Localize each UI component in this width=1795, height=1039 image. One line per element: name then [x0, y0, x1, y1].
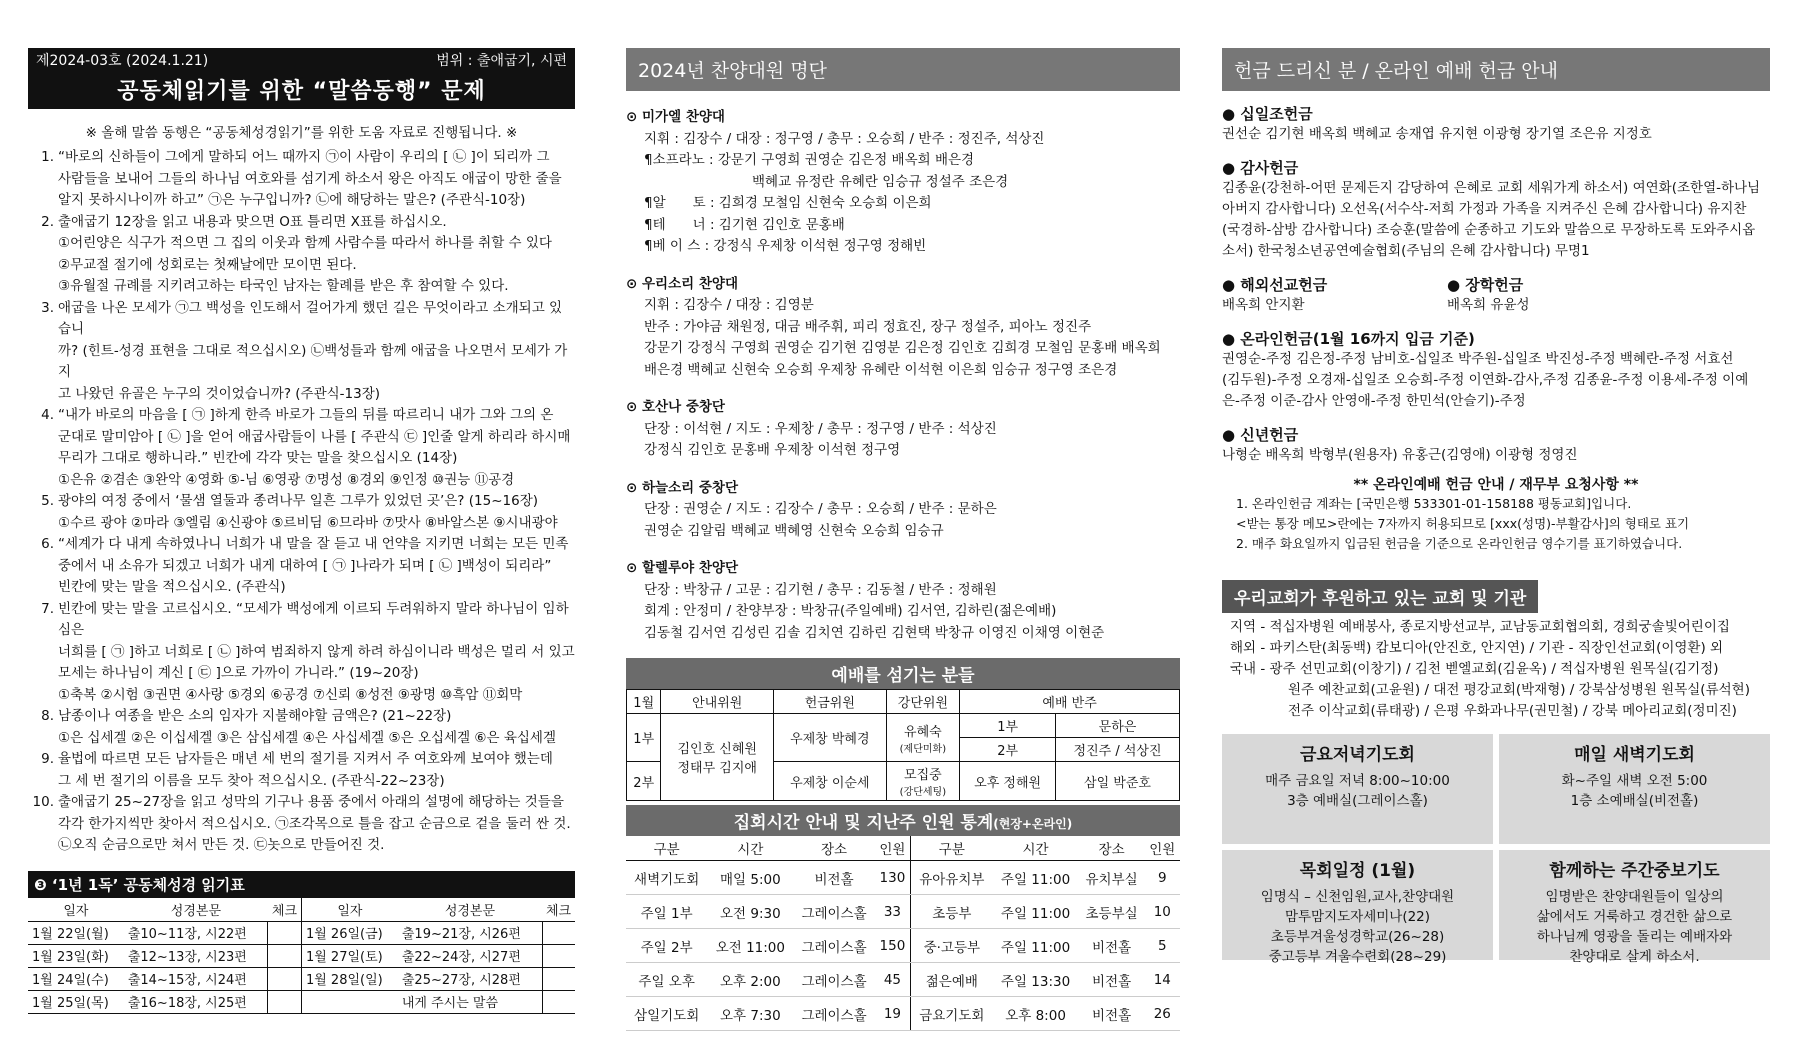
col-date: 일자	[28, 898, 124, 922]
box-line: 중고등부 겨울수련회(28~29)	[1268, 949, 1447, 965]
question-text	[58, 491, 575, 534]
stats-cell: 오전 9:30	[707, 895, 793, 929]
choir-name: ⊙ 호산나 중창단	[626, 399, 725, 415]
stats-cell: 주일 2부	[626, 929, 707, 963]
reading-cell: 1월 27일(토)	[301, 944, 397, 967]
question-line: ②무교절 절기에 성회로는 첫째날에만 모이면 된다.	[58, 256, 357, 273]
reading-cell	[268, 944, 301, 967]
stats-cell: 그레이스홀	[793, 997, 874, 1031]
table-row	[28, 921, 575, 944]
table-row	[626, 861, 1180, 895]
w-r2-label: 2부	[627, 762, 661, 801]
question-line: ①축복 ②시험 ③권면 ④사랑 ⑤경외 ⑥공경 ⑦신뢰 ⑧성전 ⑨광명 ⑩흑암 ⑪회막	[58, 686, 523, 703]
w-offer-2: 우제창 이순세	[774, 762, 887, 801]
choir-line: ¶테 너 : 김기현 김인호 문홍배	[644, 216, 845, 233]
table-row	[626, 895, 1180, 929]
question-line: 알지 못하시나이까 하고” ㉠은 누구입니까? ㉡에 해당하는 말은? (주관식-10장)	[58, 192, 526, 208]
box-line: 찬양대로 살게 하소서.	[1569, 949, 1700, 965]
question-line: “세계가 다 내게 속하였나니 너희가 내 말을 잘 듣고 내 언약을 지키면 너희는 모든 민족	[58, 536, 569, 552]
stats-table	[626, 836, 1180, 1031]
stats-cell: 유치부실	[1079, 861, 1145, 895]
worship-table	[626, 689, 1180, 801]
reading-cell: 1월 22일(월)	[28, 921, 124, 944]
reading-cell: 내게 주시는 말씀	[398, 990, 542, 1013]
w-altar-1: 유혜숙 (제단미화)	[886, 714, 960, 762]
w-p2v: 정진주 / 석상진	[1056, 738, 1180, 762]
col-date-2: 일자	[301, 898, 397, 922]
choir-column	[626, 48, 1180, 1031]
table-row	[28, 990, 575, 1013]
question-line: ①은 십세겔 ②은 이십세겔 ③은 삼십세겔 ④은 사십세겔 ⑤은 오십세겔 ⑥은 육십세겔	[58, 729, 557, 746]
question-line: 그 세 번 절기의 이름을 모두 찾아 적으십시오. (주관식-22~23장)	[58, 772, 445, 789]
box-line: 화~주일 새벽 오전 5:00	[1561, 773, 1708, 789]
worship-title: 예배를 섬기는 분들	[626, 658, 1180, 689]
choir-name: ⊙ 미가엘 찬양대	[626, 109, 725, 125]
question-text	[58, 147, 575, 212]
question-line: 까? (힌트-성경 표현을 그대로 적으십시오) ㉡백성들과 함께 애굽을 나오면서 모세가 가지	[58, 342, 568, 380]
box-line: 하나님께 영광을 돌리는 예배자와	[1536, 929, 1733, 945]
offering-title: 헌금 드리신 분 / 온라인 예배 헌금 안내	[1222, 48, 1770, 91]
stats-cell: 주일 11:00	[993, 895, 1079, 929]
text-line: 해외 - 파키스탄(최동백) 캄보디아(안진호, 안지연) / 기관 - 직장인선교회(이영환) 외	[1230, 640, 1724, 656]
reading-cell: 출19~21장, 시26편	[398, 921, 542, 944]
table-row	[626, 963, 1180, 997]
question-number: 5.	[41, 493, 54, 509]
text-line: 소서) 한국청소년공연예술협회(주님의 은혜 감사합니다) 무명1	[1222, 243, 1590, 259]
choir-list	[626, 107, 1180, 644]
choir-line: 반주 : 가야금 채원정, 대금 배주휘, 피리 정효진, 장구 정설주, 피아노 정진주	[644, 318, 1092, 335]
question-text	[58, 792, 575, 857]
text-line: 은-주정 이준-감사 안영애-주정 한민석(안슬기)-주정	[1222, 393, 1526, 409]
online-info	[1222, 494, 1770, 554]
question-number: 2.	[41, 213, 54, 230]
reading-cell	[268, 967, 301, 990]
quiz-column	[28, 48, 575, 1014]
worship-section	[626, 658, 1180, 801]
w-h-offer: 헌금위원	[774, 690, 887, 714]
question-line: 율법에 따르면 모든 남자들은 매년 세 번의 절기를 지켜서 주 여호와께 보여야 했는데	[58, 751, 553, 767]
question-line: “바로의 신하들이 그에게 말하되 어느 때까지 ㉠이 사람이 우리의 [ ㉡ ]이 되리까 그	[58, 149, 550, 165]
box-line: 임명받은 찬양대원들이 일상의	[1545, 889, 1724, 905]
question-text	[58, 749, 575, 792]
choir-group	[626, 107, 1180, 258]
stats-title: 집회시간 안내 및 지난주 인원 통계(현장+온라인)	[626, 805, 1180, 836]
box-line: 초등부겨울성경학교(26~28)	[1270, 929, 1445, 945]
question-number: 6.	[41, 536, 54, 552]
choir-line: 백혜교 유정란 유혜란 임승규 정설주 조은경	[752, 173, 1009, 190]
w-h-guide: 안내위원	[661, 690, 774, 714]
question-line: 애굽을 나온 모세가 ㉠그 백성을 인도해서 걸어가게 했던 길은 무엇이라고 소개되고 있습니	[58, 299, 563, 337]
stats-cell: 그레이스홀	[793, 929, 874, 963]
info-box	[1222, 734, 1493, 844]
question-number: 1.	[41, 149, 54, 165]
scholar-names: 배옥희 유윤성	[1447, 297, 1530, 313]
question-text	[58, 534, 575, 599]
text-line: 국내 - 광주 선민교회(이창기) / 김천 벧엘교회(김윤옥) / 적십자병원 원목실(김기정)	[1230, 661, 1719, 677]
question-item	[28, 147, 575, 212]
question-line: 중에서 내 소유가 되겠고 너희가 내게 대하여 [ ㉠ ]나라가 되며 [ ㉡ ]백성이 되리라”	[58, 557, 552, 574]
stats-cell: 주일 13:30	[993, 963, 1079, 997]
choir-line: ¶베 이 스 : 강정식 우제창 이석현 정구영 정해빈	[644, 238, 927, 254]
question-line: ①수르 광야 ②마라 ③엘림 ④신광야 ⑤르비딤 ⑥므라바 ⑦맛사 ⑧바알스본 ⑨시내광야	[58, 514, 558, 531]
question-line: “내가 바로의 마음을 [ ㉠ ]하게 한즉 바로가 그들의 뒤를 따르리니 내가 그와 그의 온	[58, 407, 554, 423]
reading-cell: 1월 25일(목)	[28, 990, 124, 1013]
question-line: 광야의 여정 중에서 ‘물샘 열둘과 종려나무 일흔 그루가 있었던 곳’은? (15~16장)	[58, 493, 539, 509]
table-row	[28, 944, 575, 967]
stats-cell: 14	[1145, 963, 1180, 997]
w-p2: 2부	[960, 738, 1056, 762]
reading-cell: 1월 23일(화)	[28, 944, 124, 967]
stats-header: 시간	[993, 836, 1079, 861]
stats-cell: 150	[875, 929, 911, 963]
w-altar-2: 모집중 (강단세팅)	[886, 762, 960, 801]
info-boxes	[1222, 734, 1770, 965]
stats-cell: 주일 11:00	[993, 929, 1079, 963]
newyear-heading: ● 신년헌금	[1222, 426, 1299, 444]
issue-number: 제2024-03호 (2024.1.21)	[36, 53, 209, 69]
stats-cell: 매일 5:00	[707, 861, 793, 895]
reading-cell	[542, 921, 575, 944]
stats-cell: 오후 8:00	[993, 997, 1079, 1031]
question-number: 7.	[41, 600, 54, 617]
thanks-names	[1222, 178, 1770, 262]
box-title: 목회일정 (1월)	[1299, 861, 1416, 881]
support-section	[1222, 580, 1770, 722]
question-number: 10.	[32, 794, 54, 810]
box-title: 매일 새벽기도회	[1574, 745, 1695, 765]
reading-cell	[542, 990, 575, 1013]
stats-cell: 오후 7:30	[707, 997, 793, 1031]
choir-title: 2024년 찬양대원 명단	[626, 48, 1180, 91]
col-check-2: 체크	[542, 898, 575, 922]
question-line: ③유월절 규례를 지키려고하는 타국인 남자는 할례를 받은 후 참여할 수 있다.	[58, 278, 509, 294]
w-offer-1: 우제창 박혜경	[774, 714, 887, 762]
stats-cell: 삼일기도회	[626, 997, 707, 1031]
question-line: 출애굽기 25~27장을 읽고 성막의 기구나 용품 중에서 아래의 설명에 해당하는 것들을	[58, 794, 564, 810]
choir-line: 단장 : 이석현 / 지도 : 우제창 / 총무 : 정구영 / 반주 : 석상진	[644, 420, 997, 437]
choir-name: ⊙ 하늘소리 중창단	[626, 479, 738, 496]
reading-cell	[268, 921, 301, 944]
question-item	[28, 534, 575, 599]
question-text	[58, 405, 575, 491]
stats-cell: 26	[1145, 997, 1180, 1031]
page-title: 공동체읽기를 위한 “말씀동행” 문제	[117, 79, 486, 104]
question-line: 빈칸에 맞는 말을 적으십시오. (주관식)	[58, 579, 286, 595]
info-box	[1222, 850, 1493, 965]
stats-cell: 오후 2:00	[707, 963, 793, 997]
thanks-heading: ● 감사헌금	[1222, 159, 1299, 177]
question-item	[28, 749, 575, 792]
choir-line: 강정식 김인호 문홍배 우제창 이석현 정구영	[644, 442, 901, 458]
question-line: 빈칸에 맞는 말을 고르십시오. “모세가 백성에게 이르되 두려워하지 말라 하나님이 임하심은	[58, 600, 569, 638]
newyear-names: 나형순 배옥희 박형부(원용자) 유홍근(김영애) 이광형 정영진	[1222, 447, 1578, 463]
text-line: (국경하-삼방 감사합니다) 조승훈(말씀에 순종하고 기도와 말씀으로 무장하도록 도와주시옵	[1222, 222, 1756, 238]
choir-line: 단장 : 박창규 / 고문 : 김기현 / 총무 : 김동철 / 반주 : 정해원	[644, 581, 997, 598]
choir-group	[626, 478, 1180, 543]
stats-cell: 새벽기도회	[626, 861, 707, 895]
reading-table	[28, 898, 575, 1014]
text-line: 전주 이삭교회(류태광) / 은평 우화과나무(권민철) / 강북 메아리교회(정미진)	[1288, 703, 1737, 719]
question-line: 너희를 [ ㉠ ]하고 너희로 [ ㉡ ]하여 범죄하지 않게 하려 하심이니라 백성은 멀리 서 있고	[58, 643, 575, 660]
question-item	[28, 405, 575, 491]
stats-cell: 비전홀	[1079, 963, 1145, 997]
choir-line: 회계 : 안정미 / 찬양부장 : 박창규(주일예배) 김서연, 김하린(젊은예배)	[644, 603, 1057, 619]
stats-cell: 젊은예배	[911, 963, 993, 997]
choir-line: 지휘 : 김장수 / 대장 : 김영분	[644, 297, 814, 313]
stats-cell: 5	[1145, 929, 1180, 963]
stats-cell: 중·고등부	[911, 929, 993, 963]
table-row	[28, 967, 575, 990]
stats-cell: 그레이스홀	[793, 963, 874, 997]
stats-cell: 45	[875, 963, 911, 997]
question-line: 군대로 말미암아 [ ㉡ ]을 얻어 애굽사람들이 나를 [ 주관식 ㉢ ]인줄 알게 하리라 하시매	[58, 428, 571, 445]
reading-cell: 출25~27장, 시28편	[398, 967, 542, 990]
stats-cell: 유아유치부	[911, 861, 993, 895]
choir-line: 지휘 : 김장수 / 대장 : 정구영 / 총무 : 오승희 / 반주 : 정진주, 석상진	[644, 130, 1045, 147]
stats-cell: 금요기도회	[911, 997, 993, 1031]
text-line: 지역 - 적십자병원 예배봉사, 종로지방선교부, 교남동교회협의회, 경희궁솔빛어린이집	[1230, 619, 1730, 635]
question-item	[28, 706, 575, 749]
question-text	[58, 212, 575, 298]
question-line: 고 나왔던 유골은 누구의 것이었습니까? (주관식-13장)	[58, 385, 381, 402]
choir-group	[626, 558, 1180, 644]
question-item	[28, 212, 575, 298]
offering-column	[1222, 48, 1770, 965]
question-line: ㉡오직 순금으로만 쳐서 만든 것. ㉢놋으로 만들어진 것.	[58, 837, 385, 853]
stats-cell: 비전홀	[1079, 997, 1145, 1031]
reading-cell: 1월 26일(금)	[301, 921, 397, 944]
choir-line: ¶소프라노 : 강문기 구영희 권영순 김은정 배옥희 배은경	[644, 152, 975, 168]
reading-cell	[268, 990, 301, 1013]
text-line: (김두원)-주정 오경재-십일조 오승희-주정 이연화-감사,주정 김종윤-주정 이용세-주정 이예	[1222, 372, 1749, 388]
w-h-altar: 강단위원	[886, 690, 960, 714]
box-line: 매주 금요일 저녁 8:00~10:00	[1265, 773, 1450, 789]
text-line: 권영순-주정 김은정-주정 남비호-십일조 박주원-십일조 박진성-주정 백혜란-주정 서효선	[1222, 351, 1734, 367]
question-line: 출애굽기 12장을 읽고 내용과 맞으면 O표 틀리면 X표를 하십시오.	[58, 213, 447, 230]
choir-line: 단장 : 권영순 / 지도 : 김장수 / 총무 : 오승희 / 반주 : 문하은	[644, 501, 997, 517]
reading-cell	[542, 967, 575, 990]
info-box	[1499, 850, 1770, 965]
stats-header: 구분	[626, 836, 707, 861]
intro-note: ※ 올해 말씀 동행은 “공동체성경읽기”를 위한 도움 자료로 진행됩니다. ※	[85, 125, 518, 141]
table-row	[626, 997, 1180, 1031]
box-line: 3층 예배실(그레이스홀)	[1287, 793, 1428, 809]
stats-cell: 주일 1부	[626, 895, 707, 929]
stats-cell: 주일 오후	[626, 963, 707, 997]
w-p1v: 문하은	[1056, 714, 1180, 738]
choir-name: ⊙ 우리소리 찬양대	[626, 275, 738, 292]
scholar-heading: ● 장학헌금	[1447, 276, 1524, 294]
text-line: 2. 매주 화요일까지 입금된 헌금을 기준으로 온라인헌금 영수기를 표기하였습니다.	[1236, 536, 1683, 551]
mission-heading: ● 해외선교헌금	[1222, 276, 1328, 294]
stats-cell: 9	[1145, 861, 1180, 895]
support-title: 우리교회가 후원하고 있는 교회 및 기관	[1222, 580, 1538, 613]
stats-cell: 주일 11:00	[993, 861, 1079, 895]
w-h-month: 1월	[627, 690, 661, 714]
question-text	[58, 298, 575, 406]
question-number: 8.	[41, 708, 54, 724]
box-line: 1층 소예배실(비전홀)	[1570, 793, 1699, 809]
col-check: 체크	[268, 898, 301, 922]
choir-line: ¶알 토 : 김희경 모철임 신현숙 오승희 이은희	[644, 195, 932, 211]
question-line: ①은유 ②겸손 ③완악 ④영화 ⑤-님 ⑥영광 ⑦명성 ⑧경외 ⑨인정 ⑩권능 ⑪공경	[58, 471, 515, 488]
text-line: 1. 온라인헌금 계좌는 [국민은행 533301-01-158188 평동교회]입니다.	[1236, 496, 1632, 511]
choir-group	[626, 274, 1180, 382]
stats-header: 장소	[1079, 836, 1145, 861]
online-names	[1222, 349, 1770, 412]
col-text-2: 성경본문	[398, 898, 542, 922]
reading-cell: 출12~13장, 시23편	[124, 944, 268, 967]
reading-cell	[301, 990, 397, 1013]
box-line: 임명식 – 신천임원,교사,찬양대원	[1260, 889, 1455, 905]
w-h-piano: 예배 반주	[960, 690, 1180, 714]
question-item	[28, 491, 575, 534]
choir-name: ⊙ 할렐루야 찬양단	[626, 560, 738, 576]
reading-cell	[542, 944, 575, 967]
stats-cell: 비전홀	[793, 861, 874, 895]
text-line: <받는 통장 메모>란에는 7자까지 허용되므로 [xxx(성명)-부활감사]의 형태로 표기	[1236, 516, 1690, 531]
choir-line: 강문기 강정식 구영희 권영순 김기현 김영분 김은정 김인호 김희경 모철임 문홍배 배옥희	[644, 340, 1161, 356]
mission-scholar-row	[1222, 262, 1770, 316]
stats-cell: 초등부	[911, 895, 993, 929]
box-title: 함께하는 주간중보기도	[1549, 861, 1720, 881]
tithe-heading: ● 십일조헌금	[1222, 105, 1313, 123]
question-number: 3.	[41, 299, 54, 316]
reading-cell: 출10~11장, 시22편	[124, 921, 268, 944]
tithe-names: 권선순 김기현 배옥희 백혜교 송재엽 유지현 이광형 장기열 조은유 지정호	[1222, 126, 1652, 142]
stats-cell: 10	[1145, 895, 1180, 929]
box-line: 맘투맘지도자세미나(22)	[1284, 909, 1431, 925]
stats-cell: 19	[875, 997, 911, 1031]
stats-header: 인원	[875, 836, 911, 861]
stats-header: 인원	[1145, 836, 1180, 861]
mission-names: 배옥희 안지환	[1222, 297, 1305, 313]
w-p1: 1부	[960, 714, 1056, 738]
choir-line: 김동철 김서연 김성린 김솔 김치연 김하린 김현택 박창규 이영진 이채영 이현준	[644, 624, 1105, 641]
choir-line: 권영순 김알림 백혜교 백혜영 신현숙 오승희 임승규	[644, 522, 944, 539]
stats-header: 장소	[793, 836, 874, 861]
online-info-heading: ** 온라인예배 헌금 안내 / 재무부 요청사항 **	[1353, 477, 1639, 493]
stats-section	[626, 805, 1180, 1031]
box-line: 삶에서도 거룩하고 경건한 삶으로	[1536, 909, 1733, 925]
stats-header: 시간	[707, 836, 793, 861]
question-number: 4.	[41, 407, 54, 423]
question-item	[28, 792, 575, 857]
text-line: 아버지 감사합니다) 오선옥(서수삭-저희 가정과 가족을 지켜주신 은혜 감사합니다) 유지찬	[1222, 201, 1747, 217]
choir-line: 배은경 백혜교 신현숙 오승희 우제창 유혜란 이석현 이은희 임승규 정구영 조은경	[644, 361, 1118, 378]
scope: 범위 : 출애굽기, 시편	[436, 53, 567, 69]
w-r1-label: 1부	[627, 714, 661, 762]
question-number: 9.	[41, 751, 54, 767]
text-line: 원주 예찬교회(고윤원) / 대전 평강교회(박재형) / 강북삼성병원 원목실(류석현)	[1288, 682, 1750, 698]
question-text	[58, 706, 575, 749]
question-line: 사람들을 보내어 그들의 하나님 여호와를 섬기게 하소서 왕은 아직도 애굽이 망한 줄을	[58, 170, 562, 187]
reading-title: ❸ ‘1년 1독’ 공동체성경 읽기표	[28, 871, 575, 898]
question-item	[28, 599, 575, 707]
stats-cell: 초등부실	[1079, 895, 1145, 929]
reading-cell: 출22~24장, 시27편	[398, 944, 542, 967]
info-box	[1499, 734, 1770, 844]
col-text: 성경본문	[124, 898, 268, 922]
w-p4: 삼일 박준호	[1056, 762, 1180, 801]
online-heading: ● 온라인헌금(1월 16까지 입금 기준)	[1222, 330, 1475, 348]
w-p3: 오후 정해원	[960, 762, 1056, 801]
question-line: 무리가 그대로 행하니라.” 빈칸에 각각 맞는 말을 찾으십시오 (14장)	[58, 450, 458, 466]
table-row	[626, 929, 1180, 963]
stats-cell: 비전홀	[1079, 929, 1145, 963]
box-title: 금요저녁기도회	[1300, 745, 1415, 765]
question-line: ①어린양은 식구가 적으면 그 집의 이웃과 함께 사람수를 따라서 하나를 취할 수 있다	[58, 235, 552, 251]
stats-cell: 그레이스홀	[793, 895, 874, 929]
stats-header: 구분	[911, 836, 993, 861]
quiz-header	[28, 48, 575, 109]
reading-cell: 출14~15장, 시24편	[124, 967, 268, 990]
choir-group	[626, 397, 1180, 462]
question-line: 모세는 하나님이 계신 [ ㉢ ]으로 가까이 가니라.” (19~20장)	[58, 665, 419, 681]
question-item	[28, 298, 575, 406]
w-guide: 김인호 신혜원 정태무 김지애	[661, 714, 774, 801]
reading-cell: 1월 24일(수)	[28, 967, 124, 990]
question-text	[58, 599, 575, 707]
reading-cell: 출16~18장, 시25편	[124, 990, 268, 1013]
question-list	[28, 147, 575, 857]
stats-cell: 130	[875, 861, 911, 895]
reading-cell: 1월 28일(일)	[301, 967, 397, 990]
question-line: 각각 한가지씩만 찾아서 적으십시오. ㉠조각목으로 틀을 잡고 순금으로 겉을 둘러 싼 것.	[58, 815, 571, 832]
support-list	[1222, 617, 1770, 722]
stats-cell: 오전 11:00	[707, 929, 793, 963]
question-line: 남종이나 여종을 받은 소의 임자가 지불해야할 금액은? (21~22장)	[58, 708, 452, 724]
text-line: 김종윤(강천하-어떤 문제든지 감당하여 은혜로 교회 세워가게 하소서) 여연화(조한열-하나님	[1222, 180, 1761, 196]
stats-cell: 33	[875, 895, 911, 929]
